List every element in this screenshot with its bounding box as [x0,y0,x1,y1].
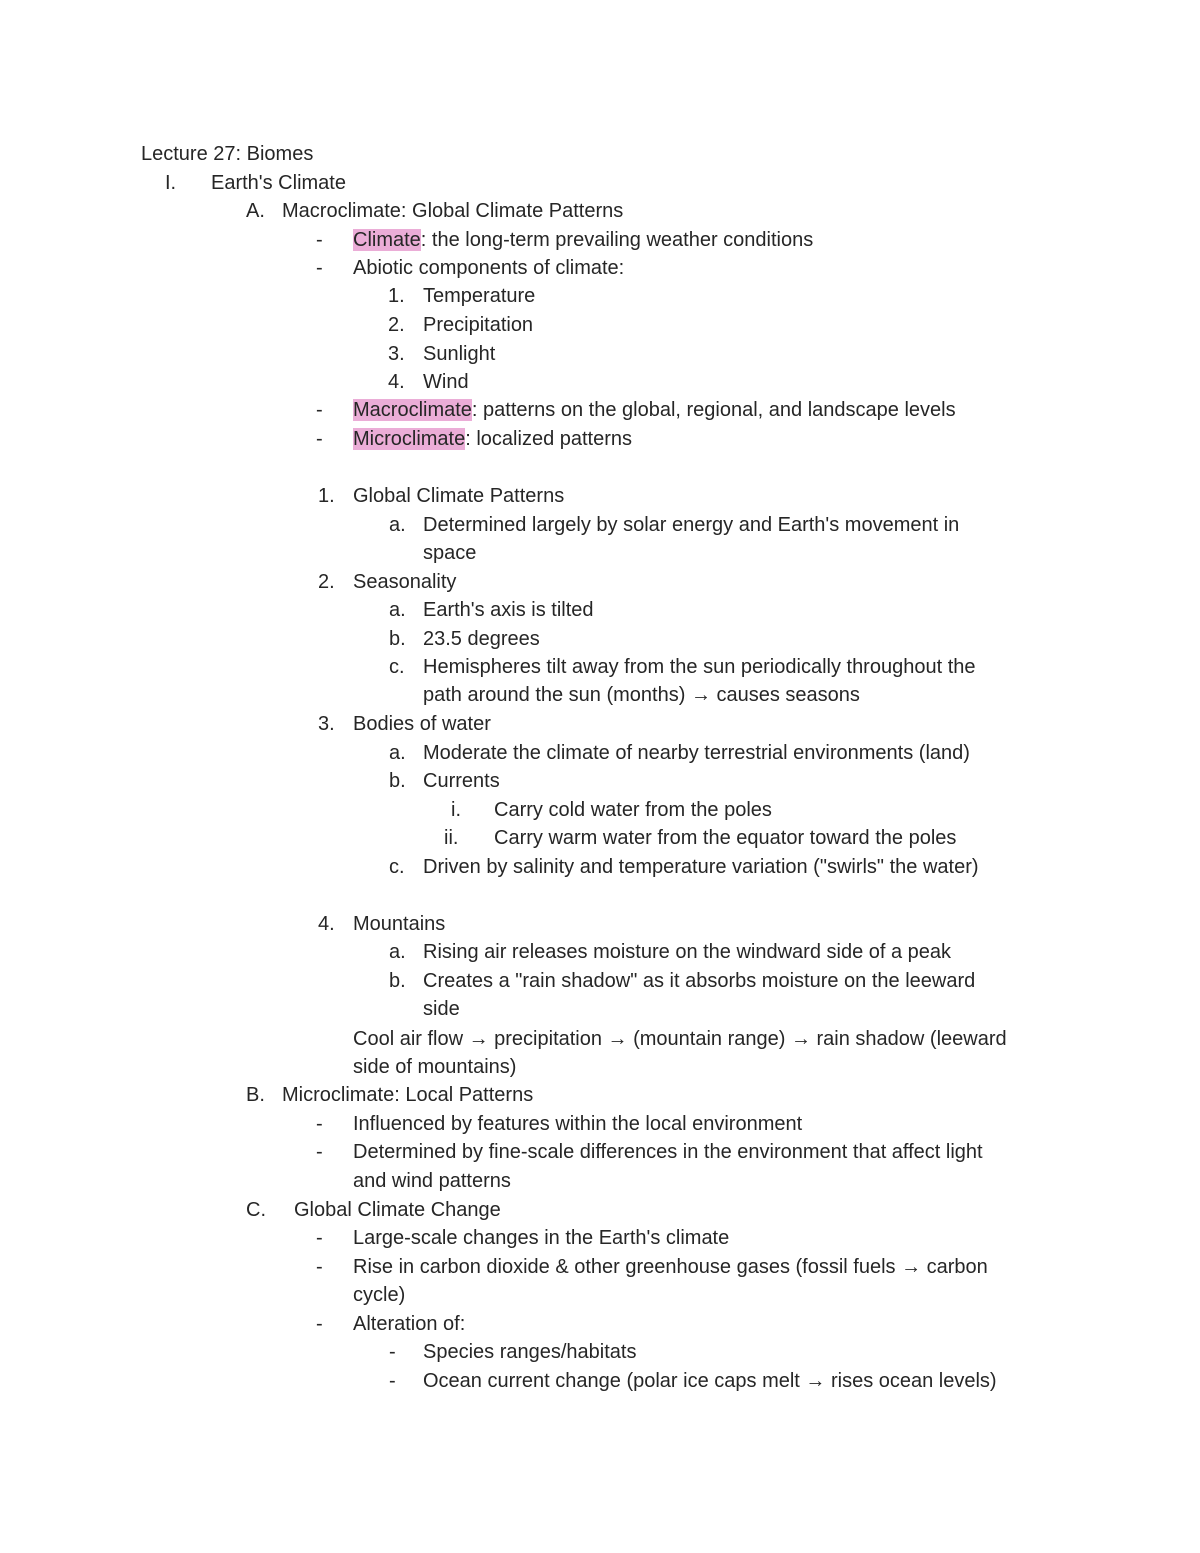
definition-line [0,396,1200,424]
list-item [0,254,1200,282]
definition-text [353,425,632,453]
list-marker: ii. [444,827,459,849]
highlighted-term: Climate [353,229,421,251]
note-line [0,1025,1200,1053]
document-title: Lecture 27: Biomes [141,143,314,165]
list-item [0,967,1200,995]
definition-body: : the long-term prevailing weather conditions [420,229,814,251]
list-item [0,1138,1200,1166]
list-item-text: Creates a "rain shadow" as it absorbs moisture on the leeward [423,970,976,992]
list-item-text: side [423,998,460,1020]
definition-text [353,396,956,424]
definition-body: : patterns on the global, regional, and landscape levels [471,399,956,421]
list-marker: 3. [388,343,405,365]
bullet-dash: - [316,1227,323,1249]
list-item-text: Determined by fine-scale differences in the environment that affect light [353,1141,983,1163]
list-item-text: Determined largely by solar energy and Earth's movement in [423,514,960,536]
list-marker: 2. [388,314,405,336]
list-item [0,568,1200,596]
list-item-text: Hemispheres tilt away from the sun periodically throughout the [423,656,976,678]
list-item [0,625,1200,653]
list-item-text: Large-scale changes in the Earth's climate [353,1227,730,1249]
subsection-heading-line [0,1196,1200,1224]
subsection-marker: C. [246,1199,266,1221]
list-item [0,796,1200,824]
subsection-heading: Macroclimate: Global Climate Patterns [282,200,624,222]
list-item-text: Moderate the climate of nearby terrestrial environments (land) [423,742,970,764]
list-item-text: space [423,542,477,564]
list-item-text: Alteration of: [353,1313,466,1335]
list-marker: i. [451,799,461,821]
bullet-dash: - [316,1113,323,1135]
list-marker: c. [389,656,405,678]
list-marker: 2. [318,571,335,593]
list-item-text: path around the sun (months) → causes seasons [423,684,860,706]
list-item-text: Mountains [353,913,446,935]
list-marker: 1. [318,485,335,507]
list-marker: a. [389,599,406,621]
list-item [0,710,1200,738]
list-item [0,853,1200,881]
list-marker: 4. [388,371,405,393]
list-item [0,910,1200,938]
list-item [0,824,1200,852]
list-item-text: Abiotic components of climate: [353,257,625,279]
list-item [0,1253,1200,1281]
list-marker: a. [389,514,406,536]
list-marker: a. [389,742,406,764]
list-marker: 3. [318,713,335,735]
list-marker: a. [389,941,406,963]
list-marker: 1. [388,285,405,307]
list-item-text: Driven by salinity and temperature variation ("swirls" the water) [423,856,979,878]
bullet-dash: - [389,1370,396,1392]
list-item-continuation [0,539,1200,567]
list-item-text: 23.5 degrees [423,628,540,650]
section-heading-line [0,169,1200,197]
list-item [0,368,1200,396]
list-item-text: Influenced by features within the local environment [353,1113,803,1135]
list-item-text: Precipitation [423,314,534,336]
subsection-marker: B. [246,1084,265,1106]
bullet-dash: - [316,229,323,251]
note-text: Cool air flow → precipitation → (mountain range) → rain shadow (leeward [353,1028,1007,1050]
list-item-continuation [0,995,1200,1023]
list-marker: b. [389,970,406,992]
list-item-text: Ocean current change (polar ice caps melt → rises ocean levels) [423,1370,997,1392]
bullet-dash: - [316,1256,323,1278]
list-item-text: Carry warm water from the equator toward the poles [494,827,957,849]
list-item [0,1367,1200,1395]
list-item [0,482,1200,510]
list-item [0,739,1200,767]
subsection-heading: Microclimate: Local Patterns [282,1084,534,1106]
definition-line [0,226,1200,254]
list-item-text: cycle) [353,1284,406,1306]
list-item [0,340,1200,368]
definition-body: : localized patterns [465,428,633,450]
list-item-text: Species ranges/habitats [423,1341,637,1363]
definition-line [0,425,1200,453]
list-item [0,653,1200,681]
list-marker: 4. [318,913,335,935]
list-item-text: Seasonality [353,571,457,593]
list-item-continuation [0,681,1200,709]
subsection-heading-line [0,197,1200,225]
document-title-line [0,140,1200,168]
section-marker: I. [165,172,177,194]
list-item-text: Temperature [423,285,536,307]
note-text: side of mountains) [353,1056,517,1078]
list-item-text: Global Climate Patterns [353,485,565,507]
list-item [0,596,1200,624]
list-item [0,938,1200,966]
list-item [0,1310,1200,1338]
bullet-dash: - [316,1313,323,1335]
list-item [0,1224,1200,1252]
section-heading: Earth's Climate [211,172,346,194]
note-line [0,1053,1200,1081]
list-item-text: Bodies of water [353,713,491,735]
list-item [0,1110,1200,1138]
bullet-dash: - [316,257,323,279]
list-marker: c. [389,856,405,878]
list-item [0,311,1200,339]
bullet-dash: - [316,428,323,450]
list-item-text: Rise in carbon dioxide & other greenhouse gases (fossil fuels → carbon [353,1256,988,1278]
highlighted-term: Macroclimate [353,399,472,421]
list-item-text: Currents [423,770,500,792]
list-item [0,511,1200,539]
list-item-continuation [0,1167,1200,1195]
subsection-marker: A. [246,200,265,222]
subsection-heading-line [0,1081,1200,1109]
list-item-text: Rising air releases moisture on the windward side of a peak [423,941,952,963]
list-item-text: Earth's axis is tilted [423,599,594,621]
bullet-dash: - [389,1341,396,1363]
list-item-text: Wind [423,371,469,393]
list-item-continuation [0,1281,1200,1309]
bullet-dash: - [316,399,323,421]
list-item-text: Carry cold water from the poles [494,799,772,821]
list-item [0,1338,1200,1366]
subsection-heading: Global Climate Change [294,1199,501,1221]
highlighted-term: Microclimate [353,428,466,450]
list-marker: b. [389,628,406,650]
list-item [0,282,1200,310]
list-marker: b. [389,770,406,792]
list-item-text: and wind patterns [353,1170,511,1192]
list-item [0,767,1200,795]
definition-text [353,226,813,254]
list-item-text: Sunlight [423,343,496,365]
bullet-dash: - [316,1141,323,1163]
